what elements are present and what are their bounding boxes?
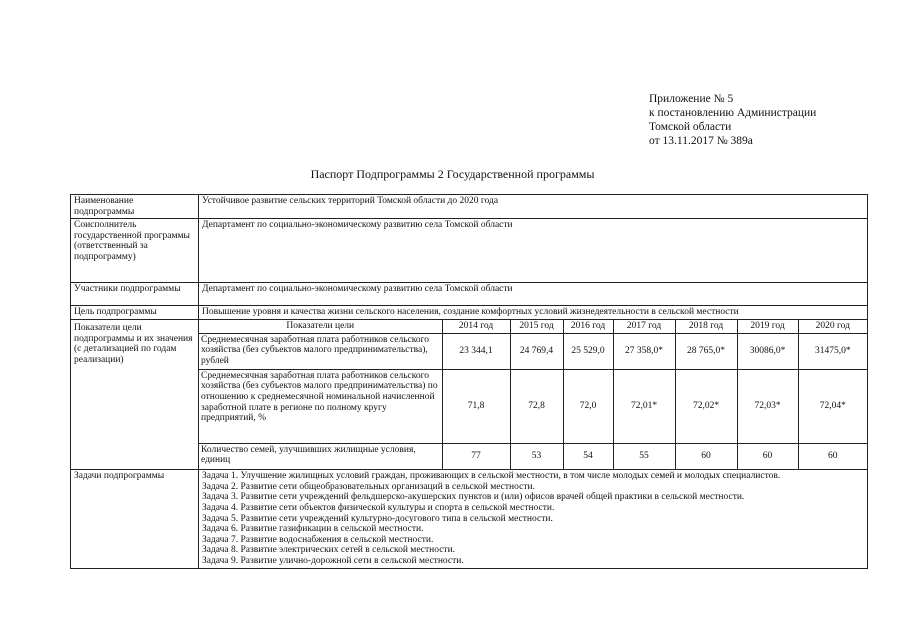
value-participants: Департамент по социально-экономическому развитию села Томской области bbox=[199, 283, 868, 306]
value-goal: Повышение уровня и качества жизни сельского населения, создание комфортных условий жизнедеятельности в сельской местности bbox=[199, 306, 868, 320]
label-participants: Участники подпрограммы bbox=[71, 283, 199, 306]
appendix-block bbox=[649, 92, 816, 148]
indicator-value: 30086,0* bbox=[737, 333, 798, 369]
label-indicators bbox=[71, 320, 199, 470]
task-item: Задача 3. Развитие сети учреждений фельдшерско-акушерских пунктов и (или) офисов врачей общей практики в сельской местности. bbox=[202, 492, 745, 503]
indicator-value: 28 765,0* bbox=[675, 333, 737, 369]
indicator-value: 72,01* bbox=[613, 369, 675, 443]
indicator-name: Среднемесячная заработная плата работников сельского хозяйства (без субъектов малого предпринимательства) по отношению к среднемесячной номинальной начисленной заработной плате в регионе по полному кругу предприятий, % bbox=[199, 369, 442, 443]
indicator-row bbox=[199, 443, 867, 469]
header-2018: 2018 год bbox=[675, 320, 737, 333]
indicator-row bbox=[199, 369, 867, 443]
value-coexecutor: Департамент по социально-экономическому развитию села Томской области bbox=[199, 219, 868, 283]
label-name: Наименование подпрограммы bbox=[71, 195, 199, 219]
indicator-value: 53 bbox=[510, 443, 563, 469]
task-item: Задача 8. Развитие электрических сетей в сельской местности. bbox=[202, 545, 456, 556]
label-tasks: Задачи подпрограммы bbox=[71, 470, 199, 568]
task-item: Задача 9. Развитие улично-дорожной сети в сельской местности. bbox=[202, 556, 464, 567]
indicator-value: 72,03* bbox=[737, 369, 798, 443]
appendix-line-1: Приложение № 5 bbox=[649, 93, 734, 105]
indicator-value: 55 bbox=[613, 443, 675, 469]
indicator-value: 60 bbox=[737, 443, 798, 469]
row-goal bbox=[71, 306, 868, 320]
appendix-line-3: Томской области bbox=[649, 121, 732, 133]
header-indicator: Показатели цели bbox=[199, 320, 442, 333]
indicator-name: Среднемесячная заработная плата работников сельского хозяйства (без субъектов малого предпринимательства), рублей bbox=[199, 333, 442, 369]
indicators-header-row bbox=[199, 320, 867, 333]
header-2015: 2015 год bbox=[510, 320, 563, 333]
appendix-line-4: от 13.11.2017 № 389а bbox=[649, 135, 753, 147]
header-2020: 2020 год bbox=[798, 320, 867, 333]
task-item: Задача 7. Развитие водоснабжения в сельской местности. bbox=[202, 534, 434, 545]
row-coexecutor bbox=[71, 219, 868, 283]
indicator-value: 31475,0* bbox=[798, 333, 867, 369]
task-item: Задача 4. Развитие сети объектов физической культуры и спорта в сельской местности. bbox=[202, 503, 555, 514]
indicator-value: 72,8 bbox=[510, 369, 563, 443]
indicator-value: 60 bbox=[798, 443, 867, 469]
indicator-value: 54 bbox=[563, 443, 613, 469]
tasks-cell bbox=[199, 470, 868, 568]
indicator-value: 25 529,0 bbox=[563, 333, 613, 369]
indicator-value: 77 bbox=[442, 443, 510, 469]
passport-table bbox=[70, 194, 868, 569]
document-title: Паспорт Подпрограммы 2 Государственной программы bbox=[310, 167, 595, 181]
indicator-row bbox=[199, 333, 867, 369]
appendix-line-2: к постановлению Администрации bbox=[649, 107, 817, 119]
value-name: Устойчивое развитие сельских территорий Томской области до 2020 года bbox=[199, 195, 868, 219]
header-2019: 2019 год bbox=[737, 320, 798, 333]
task-item: Задача 1. Улучшение жилищных условий граждан, проживающих в сельской местности, в том числе молодых семей и молодых специалистов. bbox=[202, 471, 781, 482]
indicators-table bbox=[199, 320, 867, 469]
header-2017: 2017 год bbox=[613, 320, 675, 333]
header-2016: 2016 год bbox=[563, 320, 613, 333]
row-tasks bbox=[71, 470, 868, 568]
label-coexecutor: Соисполнитель государственной программы (ответственный за подпрограмму) bbox=[71, 219, 199, 283]
row-name bbox=[71, 195, 868, 219]
row-participants bbox=[71, 283, 868, 306]
indicator-value: 72,02* bbox=[675, 369, 737, 443]
indicator-name: Количество семей, улучшивших жилищные условия, единиц bbox=[199, 443, 442, 469]
indicator-value: 71,8 bbox=[442, 369, 510, 443]
label-goal: Цель подпрограммы bbox=[71, 306, 199, 320]
header-2014: 2014 год bbox=[442, 320, 510, 333]
indicator-value: 72,04* bbox=[798, 369, 867, 443]
indicator-value: 27 358,0* bbox=[613, 333, 675, 369]
task-item: Задача 6. Развитие газификации в сельской местности. bbox=[202, 524, 424, 535]
indicator-value: 24 769,4 bbox=[510, 333, 563, 369]
task-item: Задача 2. Развитие сети общеобразовательных организаций в сельской местности. bbox=[202, 481, 535, 492]
indicator-value: 72,0 bbox=[563, 369, 613, 443]
task-item: Задача 5. Развитие сети учреждений культурно-досугового типа в сельской местности. bbox=[202, 513, 553, 524]
row-indicators bbox=[71, 320, 868, 470]
indicators-cell bbox=[199, 320, 868, 470]
indicator-value: 60 bbox=[675, 443, 737, 469]
indicator-value: 23 344,1 bbox=[442, 333, 510, 369]
label-indicators-text: Показатели цели подпрограммы и их значения (с детализацией по годам реализации) bbox=[74, 323, 193, 365]
